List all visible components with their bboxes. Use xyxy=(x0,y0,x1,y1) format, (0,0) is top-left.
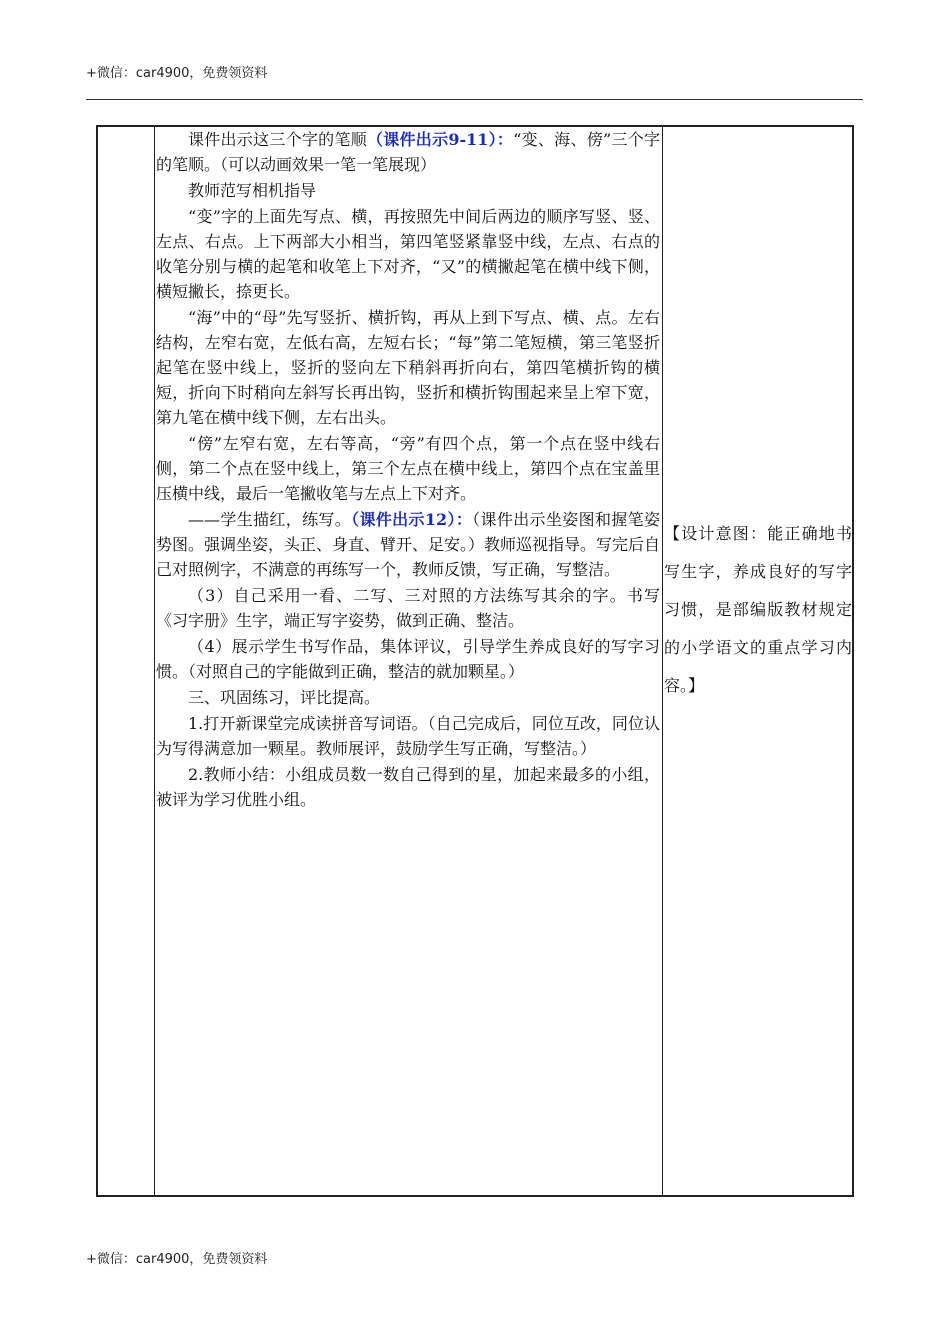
courseware-ref: （课件出示12）： xyxy=(351,510,473,529)
paragraph-practice xyxy=(156,507,660,582)
teaching-process-cell xyxy=(156,127,660,812)
header-note: +微信：car4900，免费领资料 xyxy=(86,66,268,81)
paragraph-summary-2: 2.教师小结：小组成员数一数自己得到的星，加起来最多的小组，被评为学习优胜小组。 xyxy=(156,765,660,809)
design-intent-cell: 【设计意图：能正确地书写生字，养成良好的写字习惯，是部编版教材规定的小学语文的重点学习内容。】 xyxy=(664,524,852,695)
paragraph-bian: “变”字的上面先写点、横，再按照先中间后两边的顺序写竖、竖、左点、右点。上下两部大小相当，第四笔竖紧靠竖中线，左点、右点的收笔分别与横的起笔和收笔上下对齐，“又”的横撇起笔在横中线下侧，横短撇长，捺更长。 xyxy=(156,207,660,301)
paragraph-bang: “傍”左窄右宽，左右等高，“旁”有四个点，第一个点在竖中线右侧，第二个点在竖中线上，第三个左点在横中线上，第四个点在宝盖里压横中线，最后一笔撇收笔与左点上下对齐。 xyxy=(156,434,660,503)
column-divider-right xyxy=(662,127,663,1195)
text-run: ——学生描红，练写。 xyxy=(188,510,352,529)
lesson-table xyxy=(96,125,854,1197)
courseware-ref: （课件出示9-11）： xyxy=(366,130,514,149)
column-divider-left xyxy=(154,127,155,1195)
paragraph-hai: “海”中的“母”先写竖折、横折钩，再从上到下写点、横、点。左右结构，左窄右宽，左低右高，左短右长；“每”第二笔短横，第三笔竖折起笔在竖中线上，竖折的竖向左下稍斜再折向右，第四笔横折钩的横短，折向下时稍向左斜写长再出钩，竖折和横折钩围起来呈上窄下宽，第九笔在横中线下侧，左右出头。 xyxy=(156,308,660,427)
paragraph-step-3: （3）自己采用一看、二写、三对照的方法练写其余的字。书写《习字册》生字，端正写字姿势，做到正确、整洁。 xyxy=(156,586,660,630)
paragraph-demo: 教师范写相机指导 xyxy=(188,181,317,200)
paragraph-stroke-order xyxy=(156,127,660,177)
text-run: “变、海、傍”三个字的笔顺。（可以动画效果一笔一笔展现） xyxy=(156,130,660,174)
section-heading: 三、巩固练习，评比提高。 xyxy=(188,688,381,707)
header-rule xyxy=(86,99,863,100)
text-run: （课件出示坐姿图和握笔姿势图。强调坐姿，头正、身直、臂开、足安。）教师巡视指导。写完后自己对照例字，不满意的再练写一个，教师反馈，写正确，写整洁。 xyxy=(156,510,661,579)
paragraph-step-4: （4）展示学生书写作品，集体评议，引导学生养成良好的写字习惯。（对照自己的字能做到正确，整洁的就加颗星。） xyxy=(156,637,660,681)
footer-note: +微信：car4900，免费领资料 xyxy=(86,1252,268,1267)
text-run: 课件出示这三个字的笔顺 xyxy=(188,130,367,149)
paragraph-exercise-1: 1.打开新课堂完成读拼音写词语。（自己完成后，同位互改，同位认为写得满意加一颗星。教师展评，鼓励学生写正确，写整洁。） xyxy=(156,714,660,758)
